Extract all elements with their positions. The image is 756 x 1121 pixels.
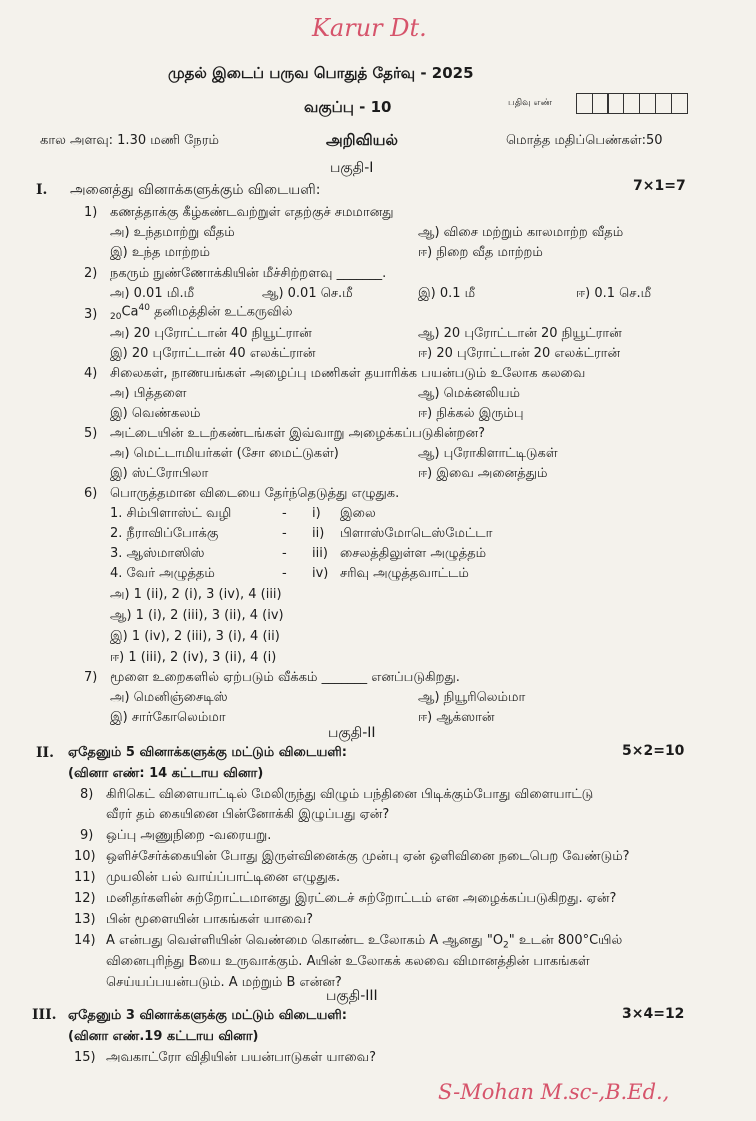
part1-instruction: அனைத்து வினாக்களுக்கும் விடையளி: (70, 182, 321, 198)
part2-instruction: ஏதேனும் 5 வினாக்களுக்கு மட்டும் விடையளி: (68, 745, 347, 760)
q15-text: அவகாட்ரோ விதியின் பயன்பாடுகள் யாவை? (106, 1050, 376, 1065)
match-left-2: 2. நீராவிப்போக்கு (110, 526, 219, 541)
q3-element-symbol: Ca (121, 304, 139, 320)
q4-text: சிலைகள், நாணயங்கள் அழைப்பு மணிகள் தயாரிக்க பயன்படும் உலோக கலவை (110, 366, 586, 381)
q6-option-b: ஆ) 1 (i), 2 (iii), 3 (ii), 4 (iv) (110, 608, 284, 623)
match-right-3: சைலத்திலுள்ள அழுத்தம் (340, 546, 487, 561)
q1-option-a: அ) உந்தமாற்று வீதம் (110, 225, 235, 240)
q14-number: 14) (74, 933, 96, 948)
reg-box (639, 93, 656, 114)
q2-option-d: ஈ) 0.1 செ.மீ (576, 286, 652, 301)
q4-option-d: ஈ) நிக்கல் இரும்பு (418, 406, 524, 421)
q2-number: 2) (84, 266, 98, 281)
reg-box (655, 93, 672, 114)
match-roman-2: ii) (312, 526, 325, 541)
q5-text: அட்டையின் உடற்கண்டங்கள் இவ்வாறு அழைக்கப்படுகின்றன? (110, 426, 486, 441)
part3-marks: 3×4=12 (622, 1006, 685, 1022)
match-roman-1: i) (312, 506, 321, 521)
q2-option-c: இ) 0.1 மீ (418, 286, 476, 301)
q7-text: மூளை உறைகளில் ஏற்படும் வீக்கம் _______ எனப்படுகிறது. (110, 670, 460, 685)
exam-title: முதல் இடைப் பருவ பொதுத் தேர்வு - 2025 (168, 64, 474, 82)
q1-option-d: ஈ) நிறை வீத மாற்றம் (418, 245, 543, 260)
q6-text: பொருத்தமான விடையை தேர்ந்தெடுத்து எழுதுக. (110, 486, 400, 501)
q9-number: 9) (80, 828, 94, 843)
q3-mass-number: 40 (138, 303, 150, 313)
q15-number: 15) (74, 1050, 96, 1065)
handwritten-district-note: Karur Dt. (312, 14, 427, 42)
q5-option-b: ஆ) புரோகிளாட்டிடுகள் (418, 446, 558, 461)
match-roman-3: iii) (312, 546, 328, 561)
q12-number: 12) (74, 891, 96, 906)
match-dash: - (282, 506, 287, 521)
q8-text-line2: வீரர் தம் கையினை பின்னோக்கி இழுப்பது ஏன்? (106, 807, 390, 822)
q6-option-a: அ) 1 (ii), 2 (i), 3 (iv), 4 (iii) (110, 587, 282, 602)
part2-roman: II. (36, 745, 54, 761)
q14-line1-part-b: " உடன் 800°Cயில் (508, 933, 623, 948)
q12-text: மனிதர்களின் சுற்றோட்டமானது இரட்டைச் சுற்றோட்டம் என அழைக்கப்படுகிறது. ஏன்? (106, 891, 617, 906)
q14-text-line2: வினைபுரிந்து Bயை உருவாக்கும். Aயின் உலோகக் கலவை விமானத்தின் பாகங்கள் (106, 954, 590, 969)
part1-title: பகுதி-I (330, 160, 374, 176)
part1-marks: 7×1=7 (633, 178, 686, 194)
q7-option-b: ஆ) நியூரிலெம்மா (418, 690, 526, 705)
part3-instruction: ஏதேனும் 3 வினாக்களுக்கு மட்டும் விடையளி: (68, 1008, 347, 1023)
part3-note: (வினா எண்.19 கட்டாய வினா) (68, 1029, 259, 1044)
q11-text: முயலின் பல் வாய்ப்பாட்டினை எழுதுக. (106, 870, 341, 885)
match-dash: - (282, 526, 287, 541)
q7-number: 7) (84, 670, 98, 685)
q5-option-a: அ) மெட்டாமியர்கள் (சோ மைட்டுகள்) (110, 446, 339, 461)
subject-title: அறிவியல் (326, 131, 398, 149)
q14-text-line3: செய்யப்பயன்படும். A மற்றும் B என்ன? (106, 975, 342, 990)
match-left-4: 4. வேர் அழுத்தம் (110, 566, 215, 581)
q4-option-b: ஆ) மெக்னலியம் (418, 386, 520, 401)
q7-option-c: இ) சார்கோலெம்மா (110, 710, 226, 725)
q1-number: 1) (84, 205, 98, 220)
q10-number: 10) (74, 849, 96, 864)
q5-option-d: ஈ) இவை அனைத்தும் (418, 466, 548, 481)
q3-option-b: ஆ) 20 புரோட்டான் 20 நியூட்ரான் (418, 326, 622, 341)
q1-text: கணத்தாக்கு கீழ்கண்டவற்றுள் எதற்குச் சமமானது (110, 205, 394, 220)
q3-text-rest: தனிமத்தின் உட்கருவில் (149, 304, 293, 320)
match-right-2: பிளாஸ்மோடெஸ்மேட்டா (340, 526, 493, 541)
q4-option-a: அ) பித்தளை (110, 386, 187, 401)
q3-option-a: அ) 20 புரோட்டான் 40 நியூட்ரான் (110, 326, 312, 341)
reg-box (607, 93, 624, 114)
reg-box (623, 93, 640, 114)
q3-atomic-number: 20 (110, 311, 122, 322)
handwritten-signature: S-Mohan M.sc-,B.Ed., (438, 1080, 670, 1104)
q3-option-d: ஈ) 20 புரோட்டான் 20 எலக்ட்ரான் (418, 346, 621, 361)
time-duration: கால அளவு: 1.30 மணி நேரம் (40, 133, 219, 148)
match-dash: - (282, 546, 287, 561)
q3-text (110, 303, 293, 322)
part2-note: (வினா எண்: 14 கட்டாய வினா) (68, 766, 264, 781)
q8-text-line1: கிரிகெட் விளையாட்டில் மேலிருந்து விழும் பந்தினை பிடிக்கும்போது விளையாட்டு (106, 787, 594, 802)
q14-text-line1 (106, 933, 622, 951)
part3-title: பகுதி-III (326, 988, 378, 1004)
q3-option-c: இ) 20 புரோட்டான் 40 எலக்ட்ரான் (110, 346, 316, 361)
q2-text: நகரும் நுண்ணோக்கியின் மீச்சிற்றளவு _______. (110, 266, 387, 281)
total-marks: மொத்த மதிப்பெண்கள்:50 (506, 133, 663, 148)
match-left-1: 1. சிம்பிளாஸ்ட் வழி (110, 506, 232, 521)
match-dash: - (282, 566, 287, 581)
q1-option-b: ஆ) விசை மற்றும் காலமாற்ற வீதம் (418, 225, 624, 240)
class-label: வகுப்பு - 10 (304, 98, 392, 116)
q6-option-c: இ) 1 (iv), 2 (iii), 3 (i), 4 (ii) (110, 629, 280, 644)
part3-roman: III. (32, 1007, 57, 1023)
q1-option-c: இ) உந்த மாற்றம் (110, 245, 210, 260)
q7-option-a: அ) மெனிஞ்சைடிஸ் (110, 690, 228, 705)
q8-number: 8) (80, 787, 94, 802)
match-left-3: 3. ஆஸ்மாஸிஸ் (110, 546, 205, 561)
q14-line1-part-a: A என்பது வெள்ளியின் வெண்மை கொண்ட உலோகம் A ஆனது "O (106, 933, 504, 948)
reg-box (671, 93, 688, 114)
q5-option-c: இ) ஸ்ட்ரோபிலா (110, 466, 209, 481)
reg-box (576, 93, 593, 114)
part2-title: பகுதி-II (328, 725, 376, 741)
q4-number: 4) (84, 366, 98, 381)
q2-option-a: அ) 0.01 மி.மீ (110, 286, 195, 301)
q5-number: 5) (84, 426, 98, 441)
q7-option-d: ஈ) ஆக்ஸான் (418, 710, 495, 725)
register-number-label: பதிவு எண் (508, 98, 553, 108)
q14-oxygen-subscript: 2 (503, 940, 509, 951)
reg-box (592, 93, 609, 114)
q13-text: பின் மூளையின் பாகங்கள் யாவை? (106, 912, 314, 927)
match-roman-4: iv) (312, 566, 329, 581)
q10-text: ஒளிச்சேர்க்கையின் போது இருள்வினைக்கு முன்பு ஏன் ஒளிவினை நடைபெற வேண்டும்? (106, 849, 630, 864)
register-number-boxes (577, 93, 688, 114)
match-right-1: இலை (340, 506, 376, 521)
q4-option-c: இ) வெண்கலம் (110, 406, 201, 421)
q6-option-d: ஈ) 1 (iii), 2 (iv), 3 (ii), 4 (i) (110, 650, 277, 665)
q3-number: 3) (84, 307, 98, 322)
match-right-4: சரிவு அழுத்தவாட்டம் (340, 566, 469, 581)
q13-number: 13) (74, 912, 96, 927)
q9-text: ஒப்பு அணுநிறை -வரையறு. (106, 828, 272, 843)
q2-option-b: ஆ) 0.01 செ.மீ (262, 286, 353, 301)
part2-marks: 5×2=10 (622, 743, 685, 759)
part1-roman: I. (36, 182, 48, 198)
q11-number: 11) (74, 870, 96, 885)
q6-number: 6) (84, 486, 98, 501)
